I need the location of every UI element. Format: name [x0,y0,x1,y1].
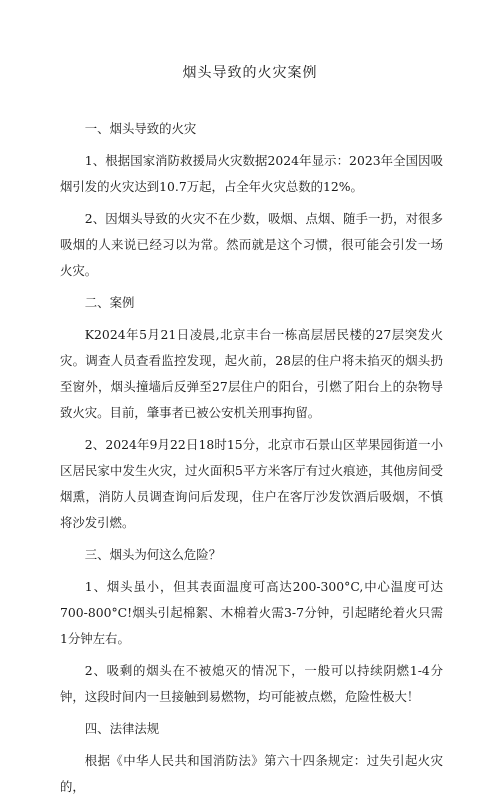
paragraph-case-shijingshan: 2、2024年9月22日18时15分，北京市石景山区苹果园街道一小区居民家中发生火灾，过火面积5平方米客厅有过火痕迹，其他房间受烟熏，消防人员调查询问后发现，住户在客厅沙发饮酒后吸烟，不慎将沙发引燃。 [60,437,443,530]
document-title: 烟头导致的火灾案例 [182,65,318,81]
paragraph-habit: 2、因烟头导致的火灾不在少数，吸烟、点烟、随手一扔，对很多吸烟的人来说已经习以为常。然而就是这个习惯，很可能会引发一场火灾。 [60,211,443,278]
section-heading-danger: 三、烟头为何这么危险？ [84,547,222,562]
paragraph-temperature: 1、烟头虽小，但其表面温度可高达200-300°C,中心温度可达700-800°C!烟头引起棉絮、木棉着火需3-7分钟，引起睹纶着火只需1分钟左右。 [60,579,443,646]
section-heading-fire-causes: 一、烟头导致的火灾 [84,121,197,136]
section-heading-law: 四、法律法规 [84,721,160,736]
document-body [60,116,443,806]
paragraph-case-fengtai: K2024年5月21日凌晨,北京丰台一栋高层居民楼的27层突发火灾。调查人员查看监控发现，起火前，28层的住户将未掐灭的烟头扔至窗外，烟头撞墙后反弹至27层住户的阳台，引燃了阳台上的杂物导致火灾。目前，肇事者已被公安机关刑事拘留。 [60,327,443,420]
paragraph-smoldering: 2、吸剩的烟头在不被熄灭的情况下，一般可以持续阴燃1-4分钟，这段时间内一旦接触到易燃物，均可能被点燃，危险性极大！ [60,663,443,704]
paragraph-law: 根据《中华人民共和国消防法》第六十四条规定：过失引起火灾的， [60,753,443,794]
section-heading-cases: 二、案例 [84,295,135,310]
paragraph-statistics: 1、根据国家消防救援局火灾数据2024年显示：2023年全国因吸烟引发的火灾达到10.7万起，占全年火灾总数的12%。 [60,153,443,194]
